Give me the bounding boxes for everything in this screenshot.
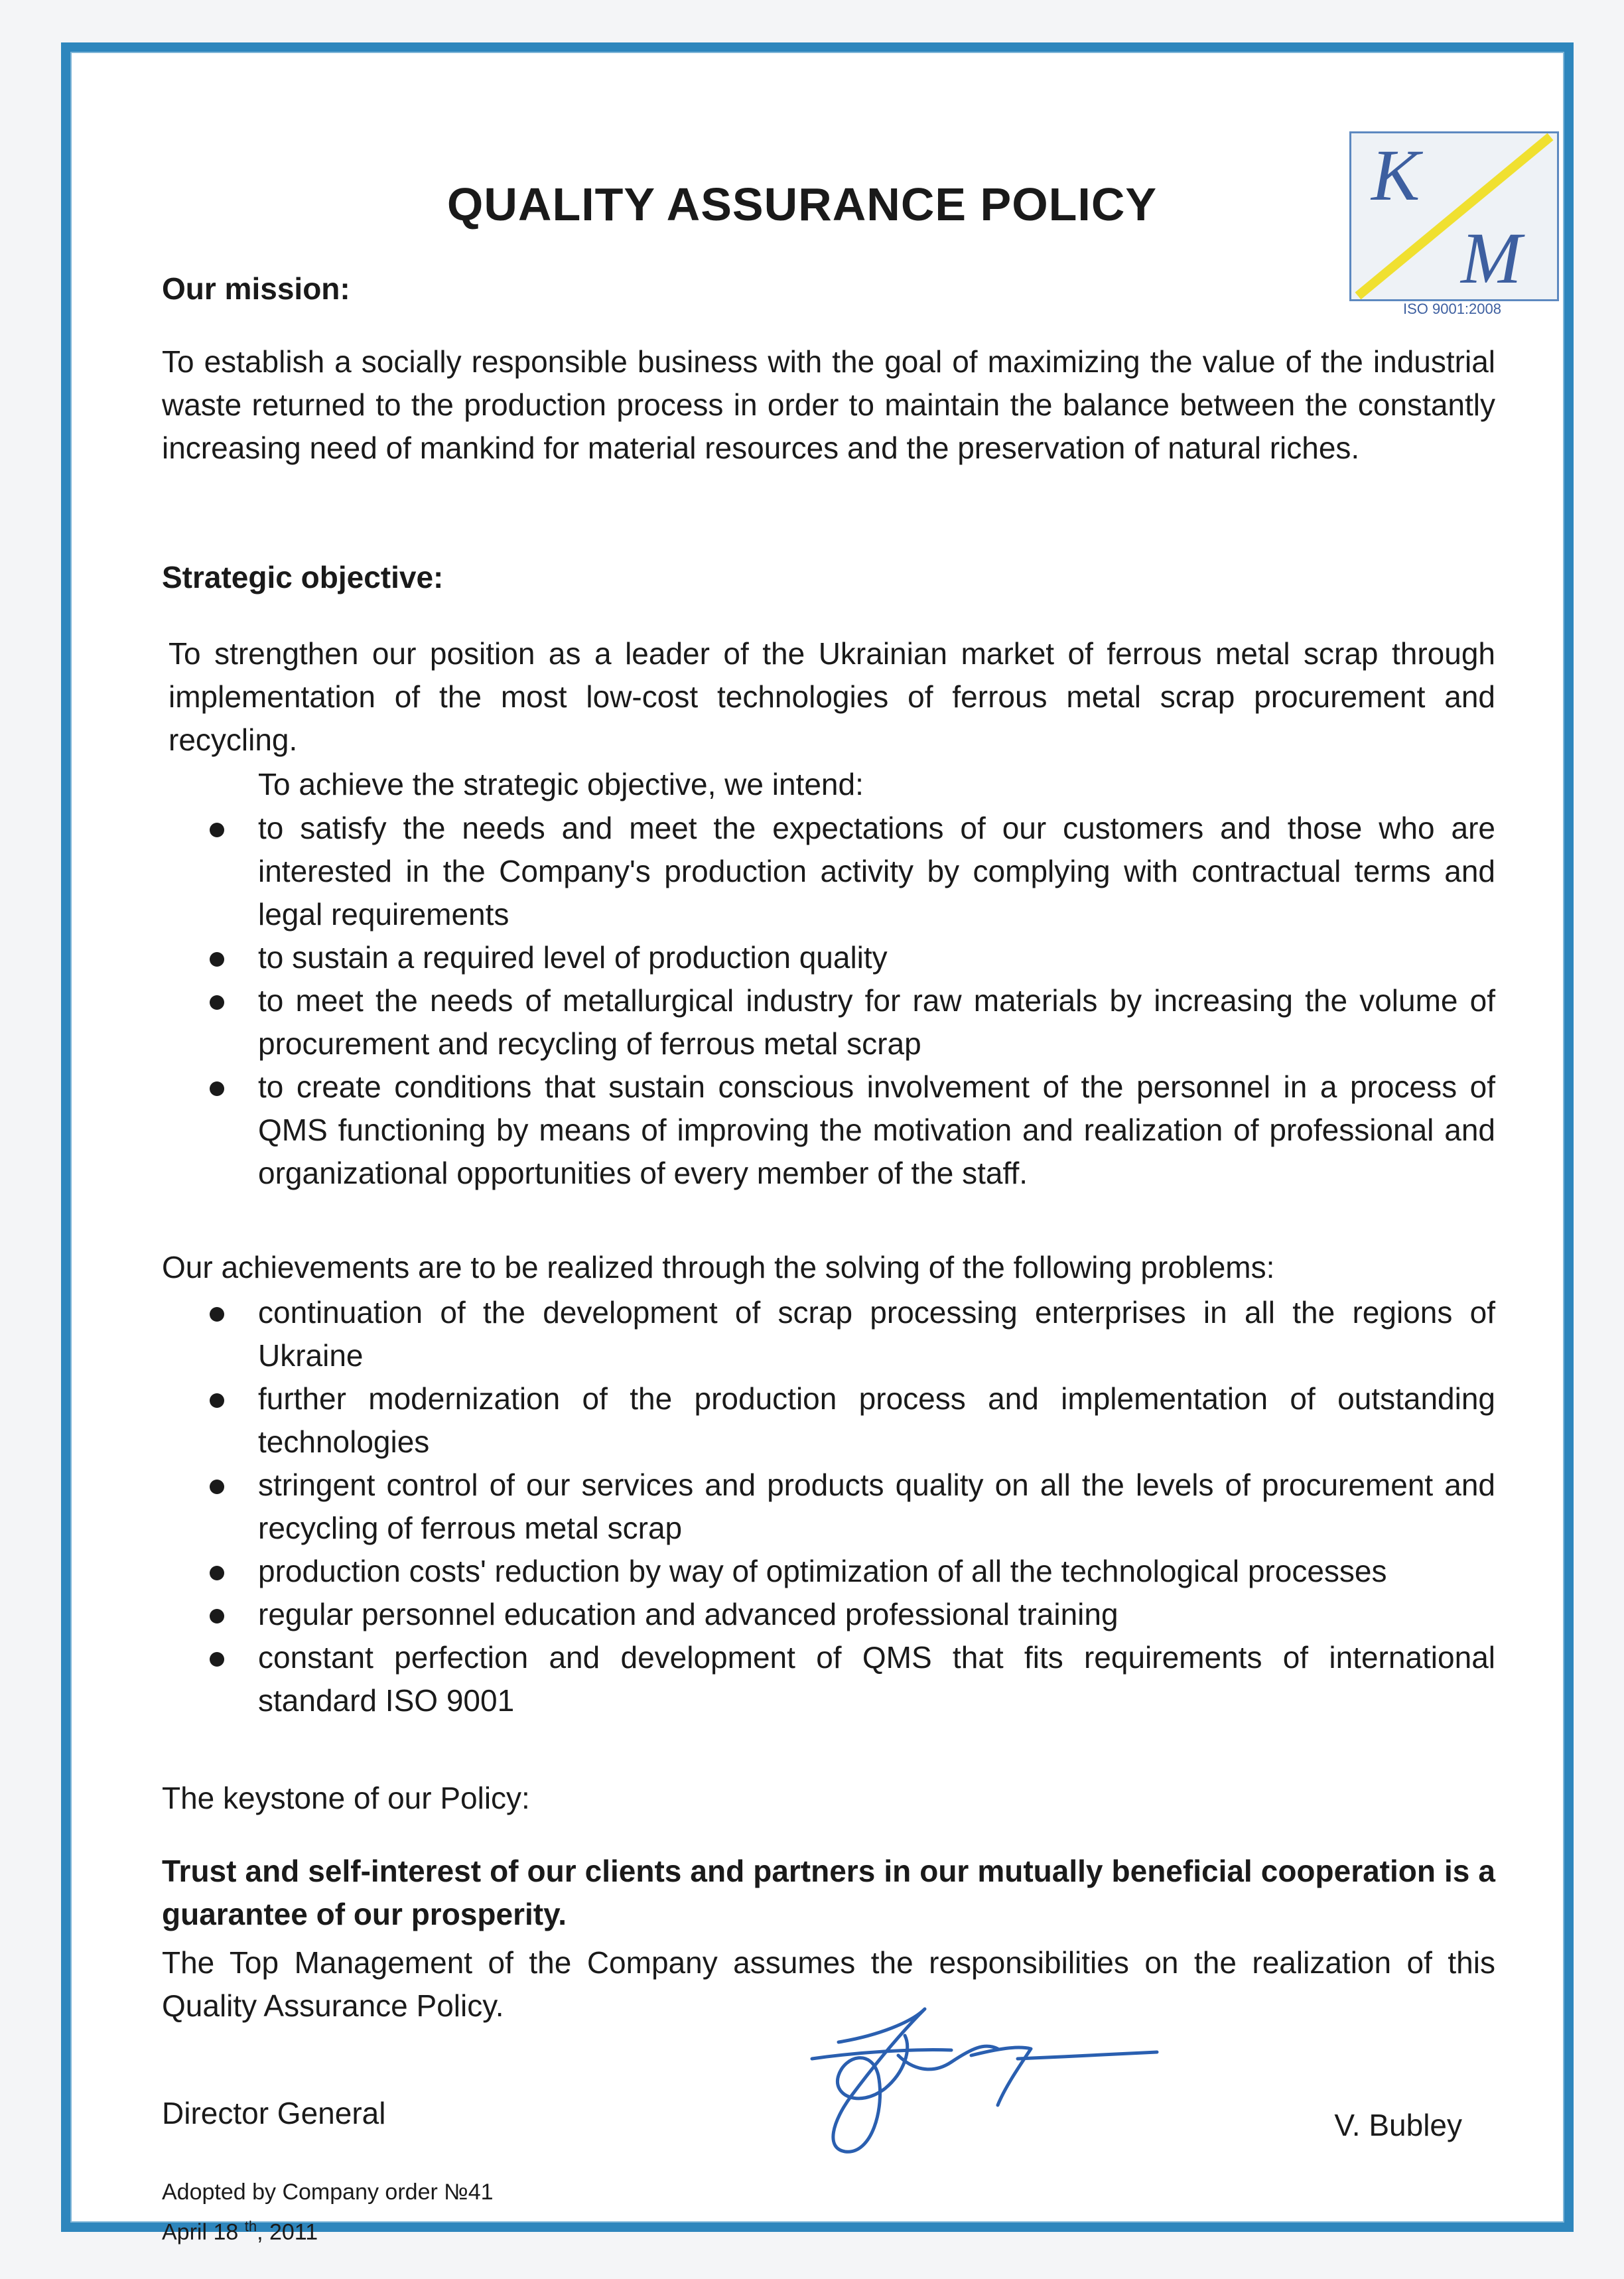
keystone-label: The keystone of our Policy: (162, 1781, 530, 1815)
list-item: to sustain a required level of production quality (162, 936, 1495, 979)
list-item: to create conditions that sustain conscious involvement of the personnel in a process of QMS functioning by means of improving the motivation and realization of professional and organizational opportunities of every member of the staff. (162, 1066, 1495, 1195)
strategic-heading: Strategic objective: (162, 560, 444, 594)
list-item: to satisfy the needs and meet the expectations of our customers and those who are interested in the Company's production activity by complying with contractual terms and legal requirements (162, 807, 1495, 936)
signer-position: Director General (162, 2096, 386, 2130)
logo-iso-label: ISO 9001:2008 (1402, 301, 1501, 317)
keystone-statement: Trust and self-interest of our clients and partners in our mutually beneficial cooperation is a guarantee of our prosperity. (162, 1854, 1495, 1931)
adoption-note (162, 2175, 494, 2249)
logo-letter-k: K (1371, 135, 1420, 216)
logo-graphic (1351, 133, 1557, 299)
adoption-date (162, 2209, 494, 2249)
list-item: further modernization of the production process and implementation of outstanding technologies (162, 1377, 1495, 1464)
adoption-date-year: , 2011 (257, 2219, 318, 2245)
mission-heading: Our mission: (162, 271, 350, 306)
adoption-order: Adopted by Company order №41 (162, 2179, 494, 2205)
signer-name: V. Bubley (1334, 2108, 1462, 2142)
list-item: continuation of the development of scrap processing enterprises in all the regions of Ukraine (162, 1291, 1495, 1377)
list-item: regular personnel education and advanced professional training (162, 1593, 1495, 1636)
page-title: QUALITY ASSURANCE POLICY (446, 178, 1158, 230)
achievements-intro: Our achievements are to be realized through the solving of the following problems: (162, 1250, 1275, 1284)
mission-text: To establish a socially responsible business with the goal of maximizing the value of the industrial waste returned to the production process in order to maintain the balance between the constantly increasing need of mankind for material resources and the preservation of natural riches. (162, 344, 1495, 465)
document-frame (61, 42, 1574, 2245)
responsibility-text: The Top Management of the Company assumes the responsibilities on the realization of this Quality Assurance Policy. (162, 1945, 1495, 2023)
strategic-intro: To achieve the strategic objective, we intend: (258, 767, 864, 801)
strategic-text: To strengthen our position as a leader of the Ukrainian market of ferrous metal scrap through implementation of the most low-cost technologies of ferrous metal scrap procurement and recycling. (169, 636, 1495, 757)
achievements-list (162, 1291, 1495, 1722)
logo-box (1349, 131, 1559, 301)
list-item: constant perfection and development of QMS that fits requirements of international standard ISO 9001 (162, 1636, 1495, 1722)
adoption-date-prefix: April 18 (162, 2219, 239, 2245)
logo-letter-m: M (1461, 218, 1522, 299)
adoption-date-suffix-ordinal: th (244, 2218, 257, 2235)
handwritten-signature (799, 1996, 1170, 2168)
strategic-list (162, 807, 1495, 1195)
list-item: stringent control of our services and products quality on all the levels of procurement and recycling of ferrous metal scrap (162, 1464, 1495, 1550)
company-logo (1349, 131, 1562, 317)
list-item: production costs' reduction by way of optimization of all the technological processes (162, 1550, 1495, 1593)
list-item: to meet the needs of metallurgical industry for raw materials by increasing the volume of procurement and recycling of ferrous metal scrap (162, 979, 1495, 1066)
